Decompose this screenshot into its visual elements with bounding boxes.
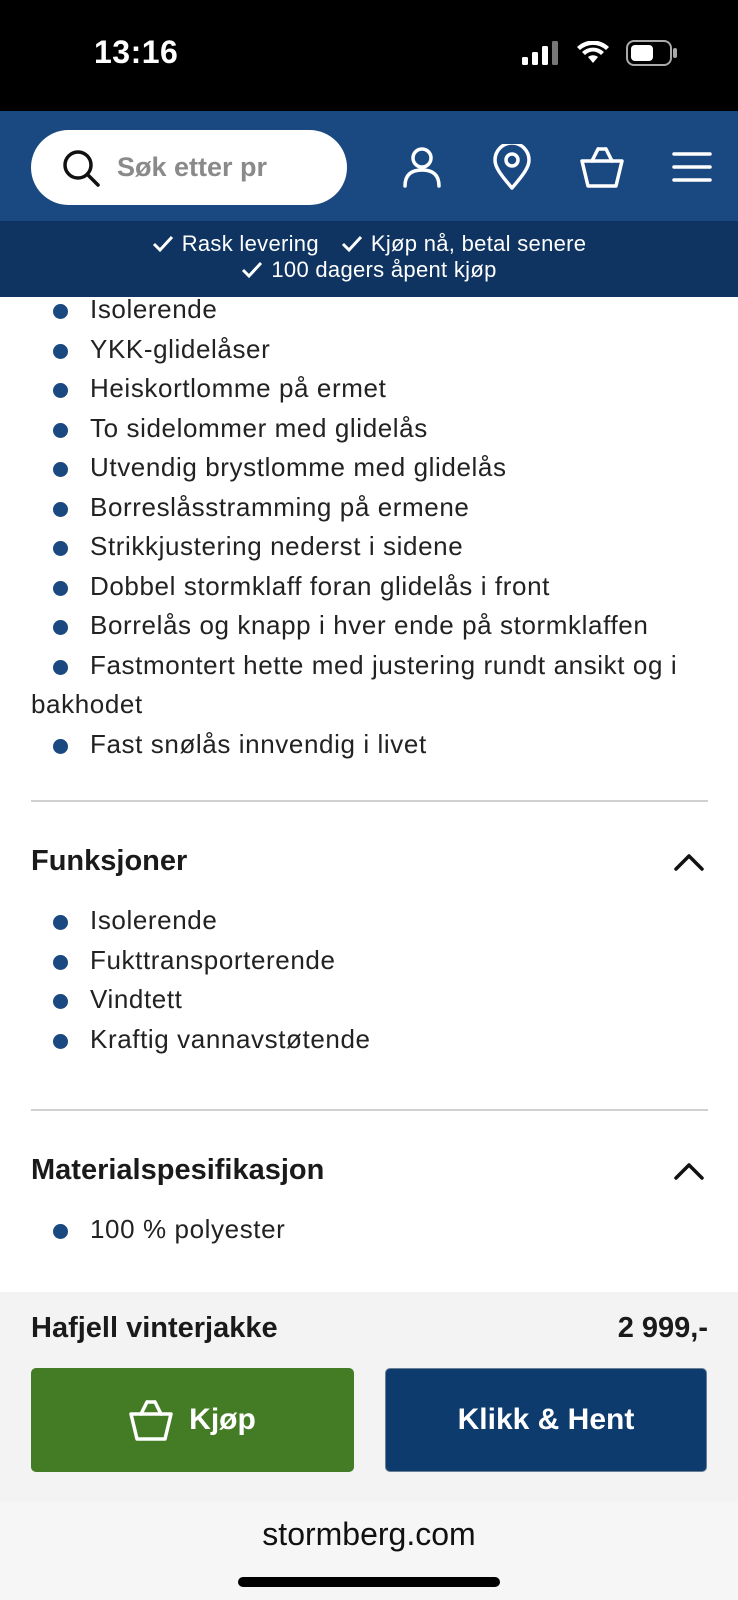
list-item: Borrelås og knapp i hver ende på stormklaffen [0,606,738,646]
status-bar [0,0,738,111]
wifi-icon [576,41,610,65]
product-price: 2 999,- [617,1312,708,1344]
basket-icon [129,1399,173,1441]
buy-button[interactable] [31,1368,354,1472]
material-list [0,1210,738,1250]
search-icon [61,148,101,188]
usp-bar [0,221,738,297]
usp-item: Rask levering [152,231,319,257]
site-header [0,111,738,221]
basket-icon[interactable] [572,137,632,197]
check-icon [152,235,174,253]
product-name: Hafjell vinterjakke [31,1312,278,1344]
search-box[interactable] [31,130,347,205]
list-item: Fast snølås innvendig i livet [0,725,738,765]
check-icon [241,261,263,279]
status-time: 13:16 [94,34,179,70]
list-item: Isolerende [0,290,738,330]
list-item: Fukttransporterende [0,941,738,981]
divider [31,1109,708,1111]
store-location-icon[interactable] [482,137,542,197]
list-item: Strikkjustering nederst i sidene [0,527,738,567]
feature-list [0,290,738,764]
status-icons [522,40,678,66]
list-item: Utvendig brystlomme med glidelås [0,448,738,488]
list-item: Borreslåsstramming på ermene [0,488,738,528]
chevron-up-icon[interactable] [672,845,706,879]
list-item: Fastmontert hette med justering rundt ansikt og i bakhodet [0,646,738,725]
list-item: Vindtett [0,980,738,1020]
url-text[interactable]: stormberg.com [262,1516,476,1552]
divider [31,800,708,802]
cellular-signal-icon [522,41,560,65]
click-collect-button[interactable] [385,1368,707,1472]
section-title-funksjoner[interactable]: Funksjoner [31,845,188,877]
usp-item: 100 dagers åpent kjøp [241,257,496,283]
chevron-up-icon[interactable] [672,1154,706,1188]
list-item: YKK-glidelåser [0,330,738,370]
menu-icon[interactable] [662,137,722,197]
list-item: Dobbel stormklaff foran glidelås i front [0,567,738,607]
check-icon [341,235,363,253]
sticky-purchase-bar [0,1292,738,1502]
section-title-material[interactable]: Materialspesifikasjon [31,1154,325,1186]
home-indicator[interactable] [238,1577,500,1587]
search-input[interactable] [117,152,277,183]
list-item: Isolerende [0,901,738,941]
battery-icon [626,40,678,66]
list-item: Kraftig vannavstøtende [0,1020,738,1060]
list-item: Heiskortlomme på ermet [0,369,738,409]
list-item: 100 % polyester [0,1210,738,1250]
click-collect-label: Klikk & Hent [457,1403,635,1436]
account-icon[interactable] [392,137,452,197]
usp-item: Kjøp nå, betal senere [341,231,586,257]
buy-button-label: Kjøp [189,1403,256,1436]
list-item: To sidelommer med glidelås [0,409,738,449]
browser-url-bar[interactable] [0,1502,738,1600]
funksjoner-list [0,901,738,1059]
